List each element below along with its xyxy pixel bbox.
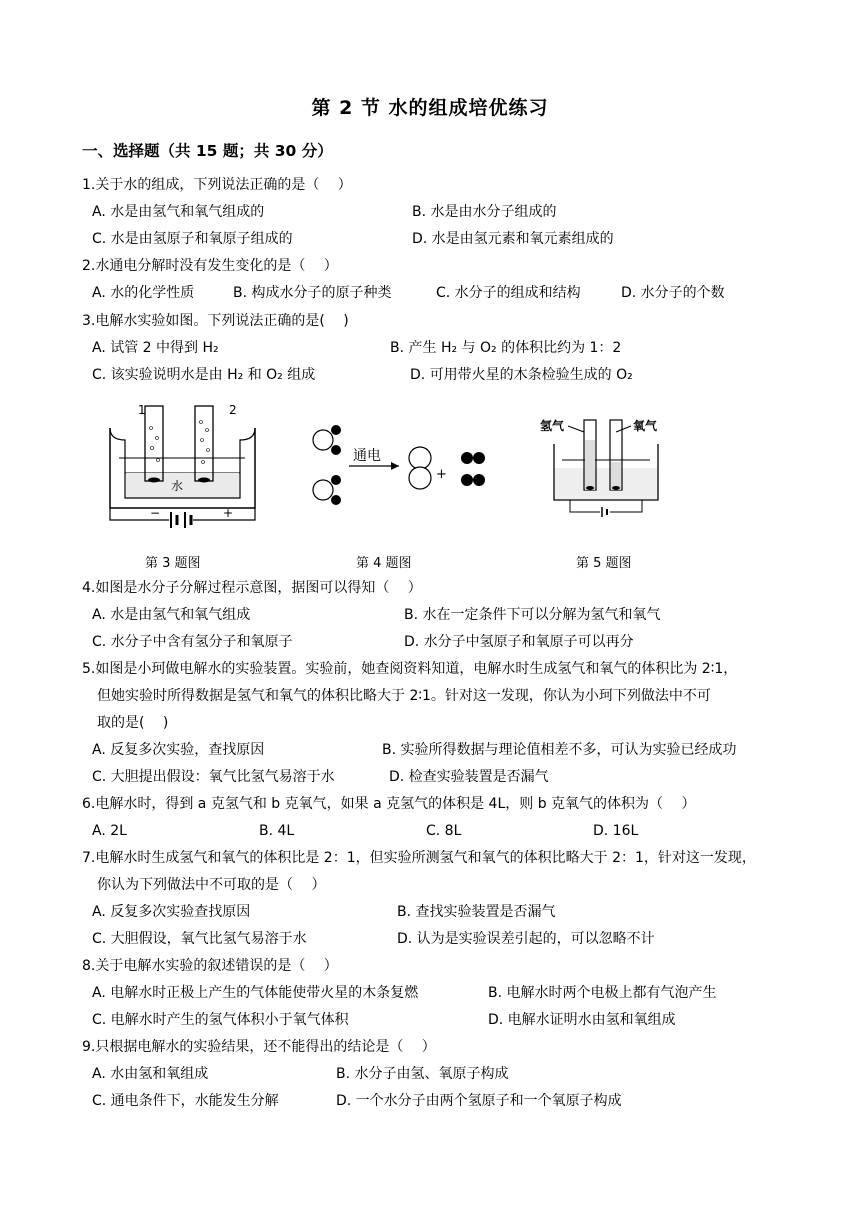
- fig3-plus-label: +: [223, 506, 234, 520]
- q4-option-c[interactable]: C. 水分子中含有氢分子和氧原子: [92, 634, 293, 650]
- q3-option-a[interactable]: A. 试管 2 中得到 H₂: [92, 340, 219, 356]
- q9-option-c[interactable]: C. 通电条件下，水能发生分解: [92, 1093, 279, 1109]
- q1-option-b[interactable]: B. 水是由水分子组成的: [412, 204, 557, 220]
- q3-option-d[interactable]: D. 可用带火星的木条检验生成的 O₂: [410, 367, 633, 383]
- q6-option-a[interactable]: A. 2L: [92, 823, 127, 839]
- question-3-stem: 3.电解水实验如图。下列说法正确的是( ): [82, 313, 349, 329]
- q2-option-b[interactable]: B. 构成水分子的原子种类: [233, 285, 392, 301]
- fig4-arrow-label: 通电: [353, 448, 381, 464]
- q4-option-a[interactable]: A. 水是由氢气和氧气组成: [92, 607, 251, 623]
- fig5-oxygen-label: 氧气: [633, 419, 658, 433]
- fig3-minus-label: −: [150, 506, 161, 520]
- q1-option-d[interactable]: D. 水是由氢元素和氧元素组成的: [412, 231, 614, 247]
- figure-5-caption: 第 5 题图: [576, 556, 632, 571]
- question-1-stem: 1.关于水的组成，下列说法正确的是（ ）: [82, 177, 352, 193]
- q7-option-c[interactable]: C. 大胆假设，氧气比氢气易溶于水: [92, 931, 307, 947]
- fig5-hydrogen-label: 氢气: [540, 419, 565, 433]
- q8-option-a[interactable]: A. 电解水时正极上产生的气体能使带火星的木条复燃: [92, 985, 419, 1001]
- q4-option-b[interactable]: B. 水在一定条件下可以分解为氢气和氧气: [404, 607, 661, 623]
- q4-option-d[interactable]: D. 水分子中氢原子和氧原子可以再分: [404, 634, 634, 650]
- question-2-stem: 2.水通电分解时没有发生变化的是（ ）: [82, 258, 338, 274]
- q7-option-b[interactable]: B. 查找实验装置是否漏气: [397, 904, 556, 920]
- q8-option-d[interactable]: D. 电解水证明水由氢和氧组成: [488, 1012, 676, 1028]
- page-title: 第 2 节 水的组成培优练习: [311, 97, 549, 119]
- q9-option-d[interactable]: D. 一个水分子由两个氢原子和一个氧原子构成: [336, 1093, 622, 1109]
- q1-option-a[interactable]: A. 水是由氢气和氧气组成的: [92, 204, 265, 220]
- q2-option-a[interactable]: A. 水的化学性质: [92, 285, 195, 301]
- q5-option-c[interactable]: C. 大胆提出假设：氧气比氢气易溶于水: [92, 769, 335, 785]
- fig3-water-label: 水: [171, 479, 184, 493]
- q2-option-d[interactable]: D. 水分子的个数: [621, 285, 725, 301]
- figure-4-caption: 第 4 题图: [356, 556, 412, 571]
- q5-option-d[interactable]: D. 检查实验装置是否漏气: [389, 769, 549, 785]
- q8-option-c[interactable]: C. 电解水时产生的氢气体积小于氧气体积: [92, 1012, 349, 1028]
- question-7-stem-line-2: 你认为下列做法中不可取的是（ ）: [97, 877, 326, 893]
- question-6-stem: 6.电解水时，得到 a 克氢气和 b 克氧气，如果 a 克氢气的体积是 4L，则 b 克氧气的体积为（ ）: [82, 796, 696, 812]
- q3-option-b[interactable]: B. 产生 H₂ 与 O₂ 的体积比约为 1：2: [390, 340, 622, 356]
- question-8-stem: 8.关于电解水实验的叙述错误的是（ ）: [82, 958, 338, 974]
- fig3-label-2: 2: [229, 403, 237, 417]
- figure-5-electrolysis-apparatus: [540, 410, 675, 522]
- question-5-stem-line-3: 取的是( ): [97, 715, 169, 731]
- question-7-stem-line-1: 7.电解水时生成氢气和氧气的体积比是 2：1，但实验所测氢气和氧气的体积比略大于 2：1，针对这一发现，: [82, 850, 756, 866]
- q2-option-c[interactable]: C. 水分子的组成和结构: [436, 285, 581, 301]
- q5-option-b[interactable]: B. 实验所得数据与理论值相差不多，可认为实验已经成功: [382, 742, 737, 758]
- fig3-label-1: 1: [138, 403, 146, 417]
- question-5-stem-line-1: 5.如图是小珂做电解水的实验装置。实验前，她查阅资料知道，电解水时生成氢气和氧气的体积比为 2∶1，: [82, 661, 738, 677]
- q6-option-d[interactable]: D. 16L: [593, 823, 639, 839]
- figure-3-electrolysis-apparatus: [105, 398, 265, 528]
- q6-option-c[interactable]: C. 8L: [426, 823, 462, 839]
- figure-3-caption: 第 3 题图: [145, 556, 201, 571]
- question-5-stem-line-2: 但她实验时所得数据是氢气和氧气的体积比略大于 2∶1。针对这一发现，你认为小珂下列做法中不可: [97, 688, 711, 704]
- q3-option-c[interactable]: C. 该实验说明水是由 H₂ 和 O₂ 组成: [92, 367, 316, 383]
- q9-option-b[interactable]: B. 水分子由氢、氧原子构成: [336, 1066, 509, 1082]
- q5-option-a[interactable]: A. 反复多次实验，查找原因: [92, 742, 265, 758]
- section-heading: 一、选择题（共 15 题；共 30 分）: [82, 142, 333, 160]
- fig4-plus-sign: +: [436, 467, 447, 482]
- q7-option-d[interactable]: D. 认为是实验误差引起的，可以忽略不计: [397, 931, 655, 947]
- q1-option-c[interactable]: C. 水是由氢原子和氧原子组成的: [92, 231, 293, 247]
- q9-option-a[interactable]: A. 水由氢和氧组成: [92, 1066, 209, 1082]
- question-4-stem: 4.如图是水分子分解过程示意图，据图可以得知（ ）: [82, 580, 422, 596]
- q6-option-b[interactable]: B. 4L: [259, 823, 295, 839]
- figure-4-water-decomposition: [305, 418, 500, 528]
- question-9-stem: 9.只根据电解水的实验结果，还不能得出的结论是（ ）: [82, 1039, 436, 1055]
- q7-option-a[interactable]: A. 反复多次实验查找原因: [92, 904, 251, 920]
- q8-option-b[interactable]: B. 电解水时两个电极上都有气泡产生: [488, 985, 717, 1001]
